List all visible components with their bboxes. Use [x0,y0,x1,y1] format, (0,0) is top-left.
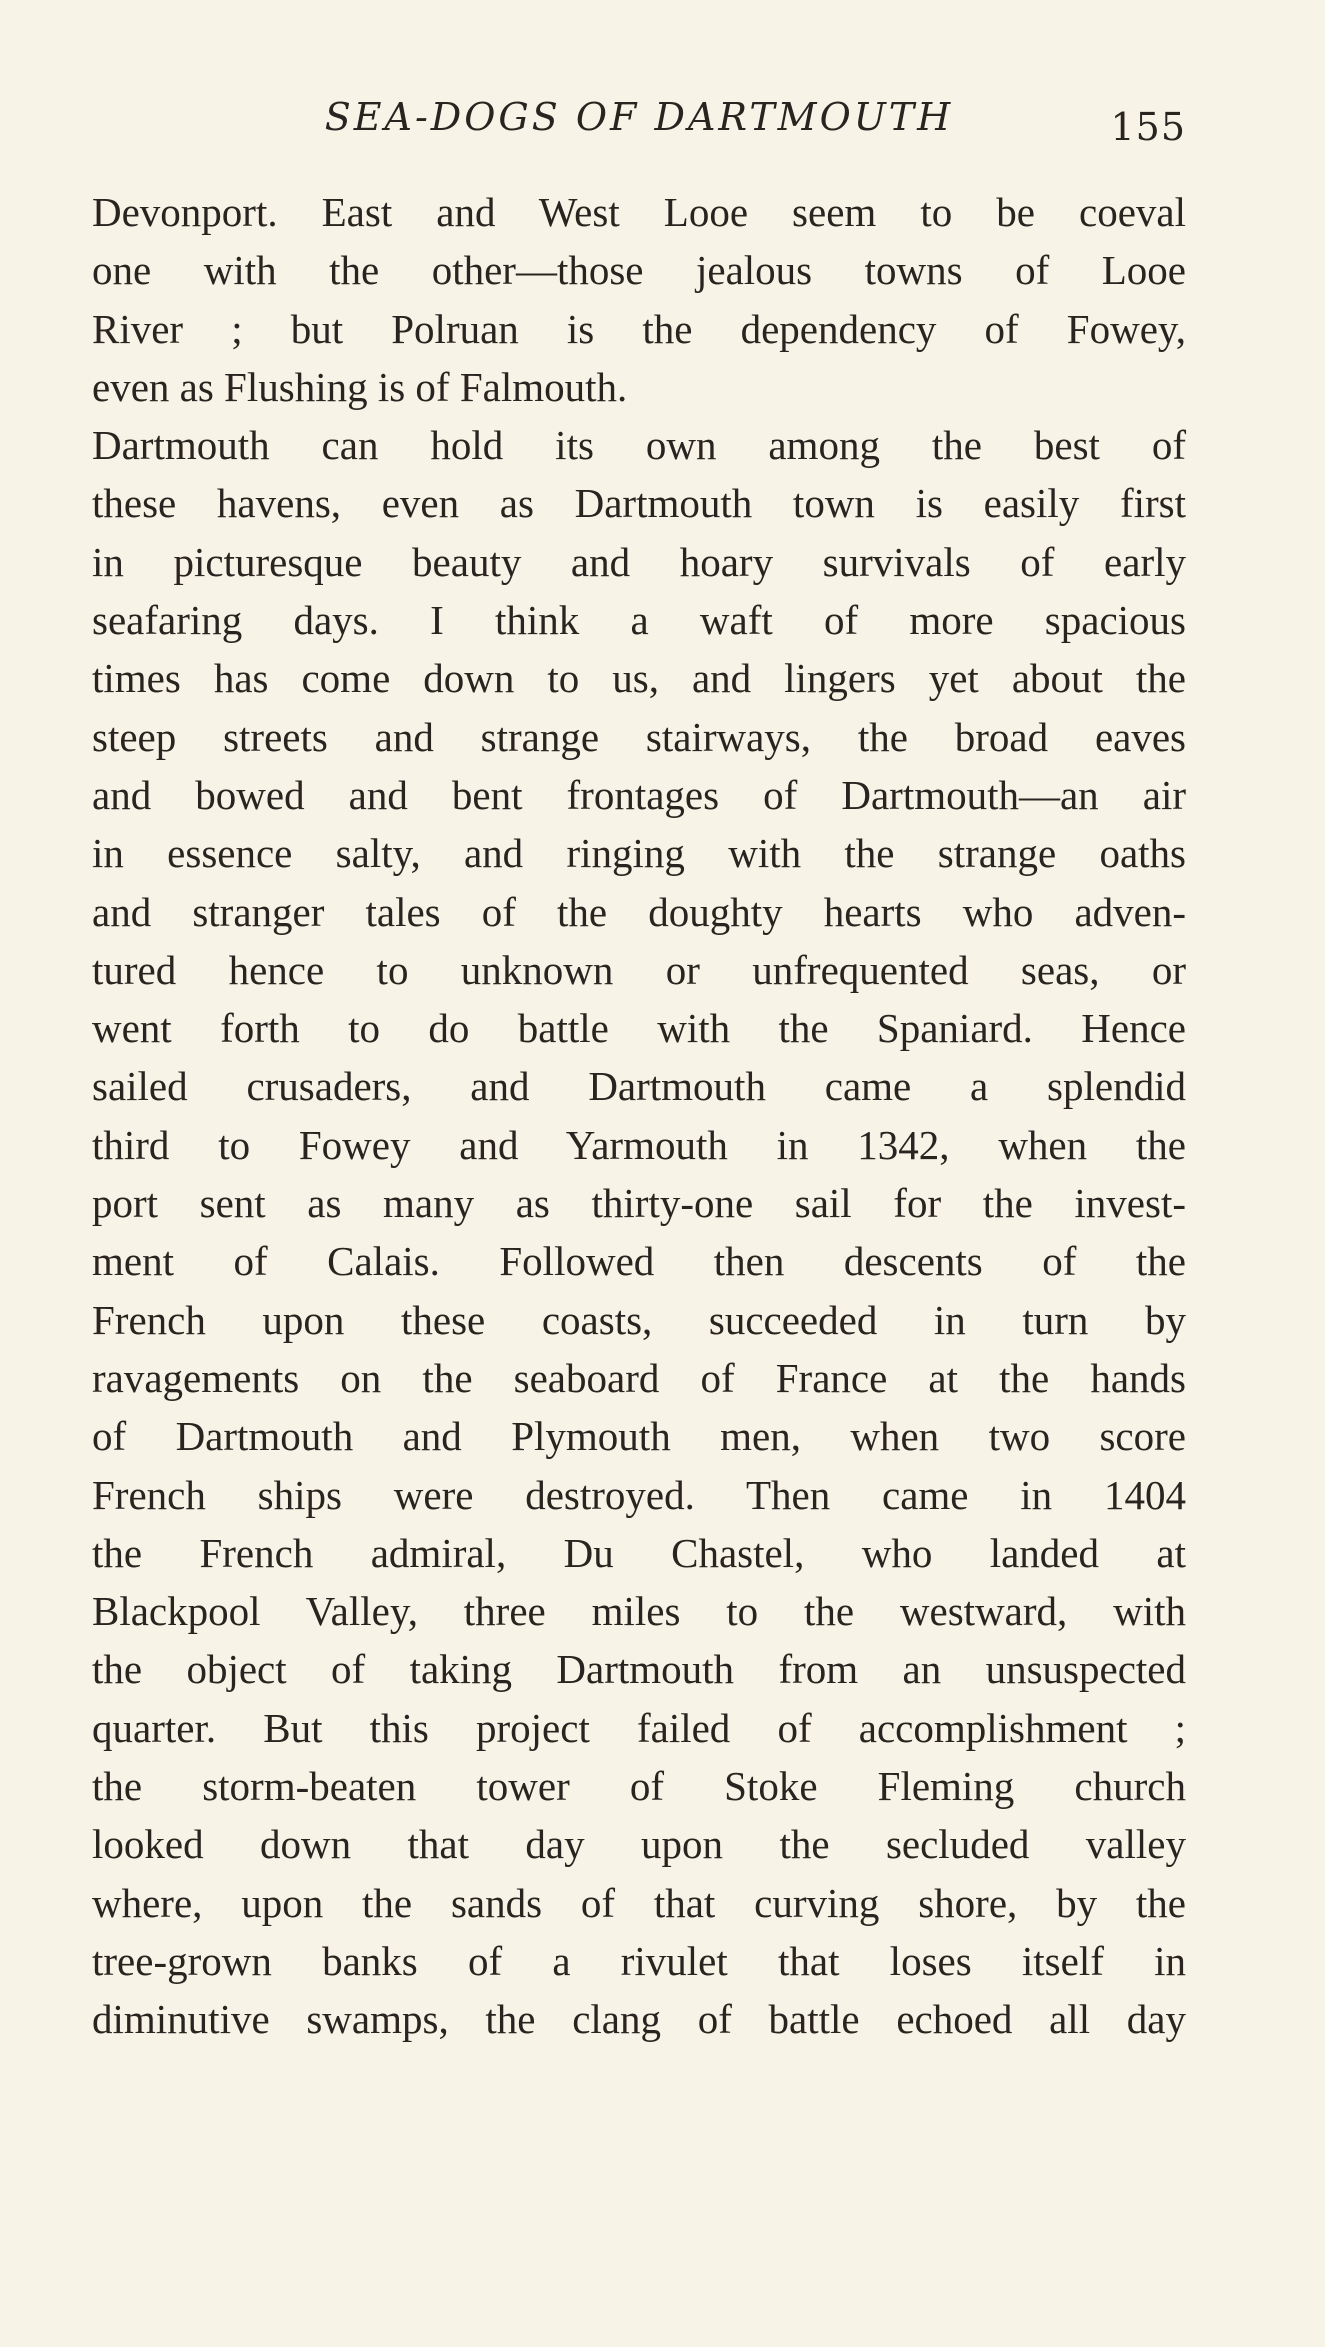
text-line: French ships were destroyed. Then came in 1404 [92,1471,1186,1518]
text-line: Devonport. East and West Looe seem to be coeval [92,189,1186,235]
page-number: 155 [1110,105,1186,149]
text-line: ravagements on the seaboard of France at the hands [92,1354,1186,1401]
text-line: the storm-beaten tower of Stoke Fleming church [92,1763,1186,1810]
text-line: sailed crusaders, and Dartmouth came a splendid [92,1063,1186,1110]
text-line: Blackpool Valley, three miles to the westward, with [92,1588,1186,1635]
body-text [92,183,1186,2049]
text-line: steep streets and strange stairways, the broad eaves [92,713,1186,760]
running-head [92,95,1186,155]
text-line: one with the other—those jealous towns of Looe [92,247,1186,294]
text-line: and stranger tales of the doughty hearts who adven- [92,888,1186,935]
text-line: port sent as many as thirty-one sail for the invest- [92,1180,1186,1227]
text-line: River ; but Polruan is the dependency of Fowey, [92,305,1186,352]
text-line: quarter. But this project failed of accomplishment ; [92,1704,1186,1751]
text-line: the French admiral, Du Chastel, who landed at [92,1529,1186,1576]
text-line: in essence salty, and ringing with the strange oaths [92,830,1186,877]
text-line: these havens, even as Dartmouth town is easily first [92,480,1186,527]
text-line: even as Flushing is of Falmouth. [92,363,628,410]
running-title: SEA-DOGS OF DARTMOUTH [324,95,954,139]
text-line: French upon these coasts, succeeded in turn by [92,1296,1186,1343]
text-line: of Dartmouth and Plymouth men, when two score [92,1413,1186,1460]
text-line: looked down that day upon the secluded valley [92,1821,1186,1868]
text-line: tured hence to unknown or unfrequented seas, or [92,946,1186,993]
text-line: ment of Calais. Followed then descents of the [92,1238,1186,1285]
text-line: where, upon the sands of that curving shore, by the [92,1879,1186,1926]
text-line: Dartmouth can hold its own among the best of [92,422,1186,469]
text-line: seafaring days. I think a waft of more spacious [92,597,1186,644]
text-line: tree-grown banks of a rivulet that loses itself in [92,1937,1186,1984]
text-line: the object of taking Dartmouth from an unsuspected [92,1646,1186,1693]
text-line: in picturesque beauty and hoary survivals of early [92,538,1186,585]
text-line: times has come down to us, and lingers yet about the [92,655,1186,702]
text-line: third to Fowey and Yarmouth in 1342, when the [92,1121,1186,1168]
text-line: diminutive swamps, the clang of battle echoed all day [92,1996,1186,2043]
text-line: and bowed and bent frontages of Dartmouth—an air [92,771,1186,818]
text-line: went forth to do battle with the Spaniard. Hence [92,1005,1186,1052]
